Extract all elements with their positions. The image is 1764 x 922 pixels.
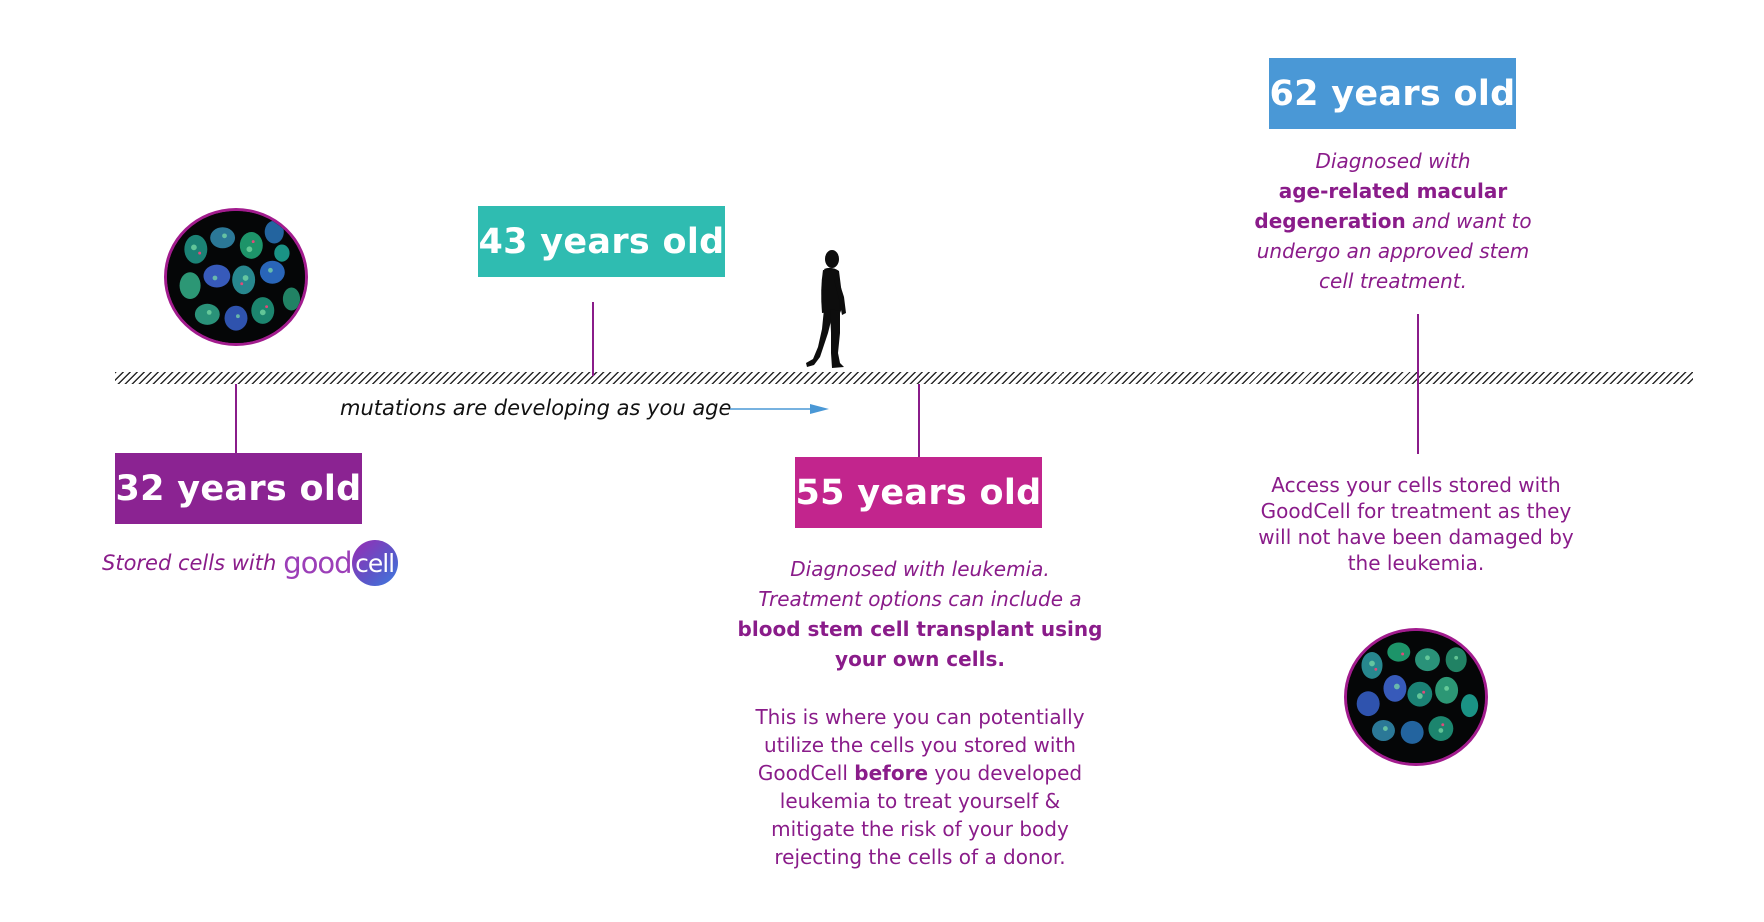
stored-cells-text: Stored cells with xyxy=(102,551,277,575)
amd-line-3: undergo an approved stem xyxy=(1256,239,1530,263)
age-32-box xyxy=(115,453,362,524)
amd-bold-1: age-related macular xyxy=(1278,179,1508,203)
walking-person-icon xyxy=(800,249,854,371)
access-cells-text xyxy=(1220,472,1612,576)
access-line-2: GoodCell for treatment as they xyxy=(1260,499,1572,523)
utilize-cells-text xyxy=(710,703,1130,871)
stem-43 xyxy=(592,302,594,376)
age-43-box xyxy=(478,206,725,277)
p-line-3 xyxy=(710,759,1130,787)
diag-bold-1: blood stem cell transplant using xyxy=(737,617,1103,641)
amd-line-2 xyxy=(1200,206,1586,236)
mutations-caption xyxy=(340,394,731,422)
p-line-3-b: you developed xyxy=(928,761,1083,785)
mutations-text: mutations are developing as you age xyxy=(340,396,732,420)
access-line-4: the leukemia. xyxy=(1347,551,1485,575)
amd-line-2-rest: and want to xyxy=(1405,209,1532,233)
age-43-label: 43 years old xyxy=(478,221,725,262)
p-line-1: This is where you can potentially xyxy=(755,705,1085,729)
p-line-4: leukemia to treat yourself & xyxy=(779,789,1061,813)
age-32-label: 32 years old xyxy=(115,468,362,509)
diag-bold-2: your own cells. xyxy=(835,647,1005,671)
stem-62 xyxy=(1417,314,1419,454)
diag-line-1: Diagnosed with leukemia. xyxy=(790,557,1050,581)
p-line-2: utilize the cells you stored with xyxy=(764,733,1076,757)
amd-diagnosis-text xyxy=(1200,146,1586,296)
stem-cell-microscopy-icon xyxy=(167,211,305,343)
age-55-label: 55 years old xyxy=(795,472,1042,513)
age-62-box xyxy=(1269,58,1516,129)
stem-cell-microscopy-icon xyxy=(1347,631,1485,763)
diag-line-2: Treatment options can include a xyxy=(758,587,1082,611)
p-line-3-a: GoodCell xyxy=(757,761,855,785)
leukemia-diagnosis-text xyxy=(720,554,1120,674)
amd-bold-2: degeneration xyxy=(1254,209,1406,233)
access-line-3: will not have been damaged by xyxy=(1258,525,1574,549)
p-line-3-bold: before xyxy=(854,761,929,785)
cells-image-right xyxy=(1344,628,1488,766)
amd-line-4: cell treatment. xyxy=(1319,269,1467,293)
goodcell-logo-good: good xyxy=(283,546,352,580)
stored-cells-caption xyxy=(102,538,398,588)
access-line-1: Access your cells stored with xyxy=(1271,473,1561,497)
goodcell-logo xyxy=(283,540,397,586)
timeline-line xyxy=(115,372,1693,384)
goodcell-logo-cell: cell xyxy=(352,540,398,586)
p-line-5: mitigate the risk of your body xyxy=(771,817,1069,841)
cells-image-left xyxy=(164,208,308,346)
p-line-6: rejecting the cells of a donor. xyxy=(774,845,1066,869)
arrow-right-icon xyxy=(730,402,830,416)
age-62-label: 62 years old xyxy=(1269,73,1516,114)
stem-32 xyxy=(235,384,237,458)
amd-line-1: Diagnosed with xyxy=(1315,149,1471,173)
stem-55 xyxy=(918,384,920,460)
age-55-box xyxy=(795,457,1042,528)
